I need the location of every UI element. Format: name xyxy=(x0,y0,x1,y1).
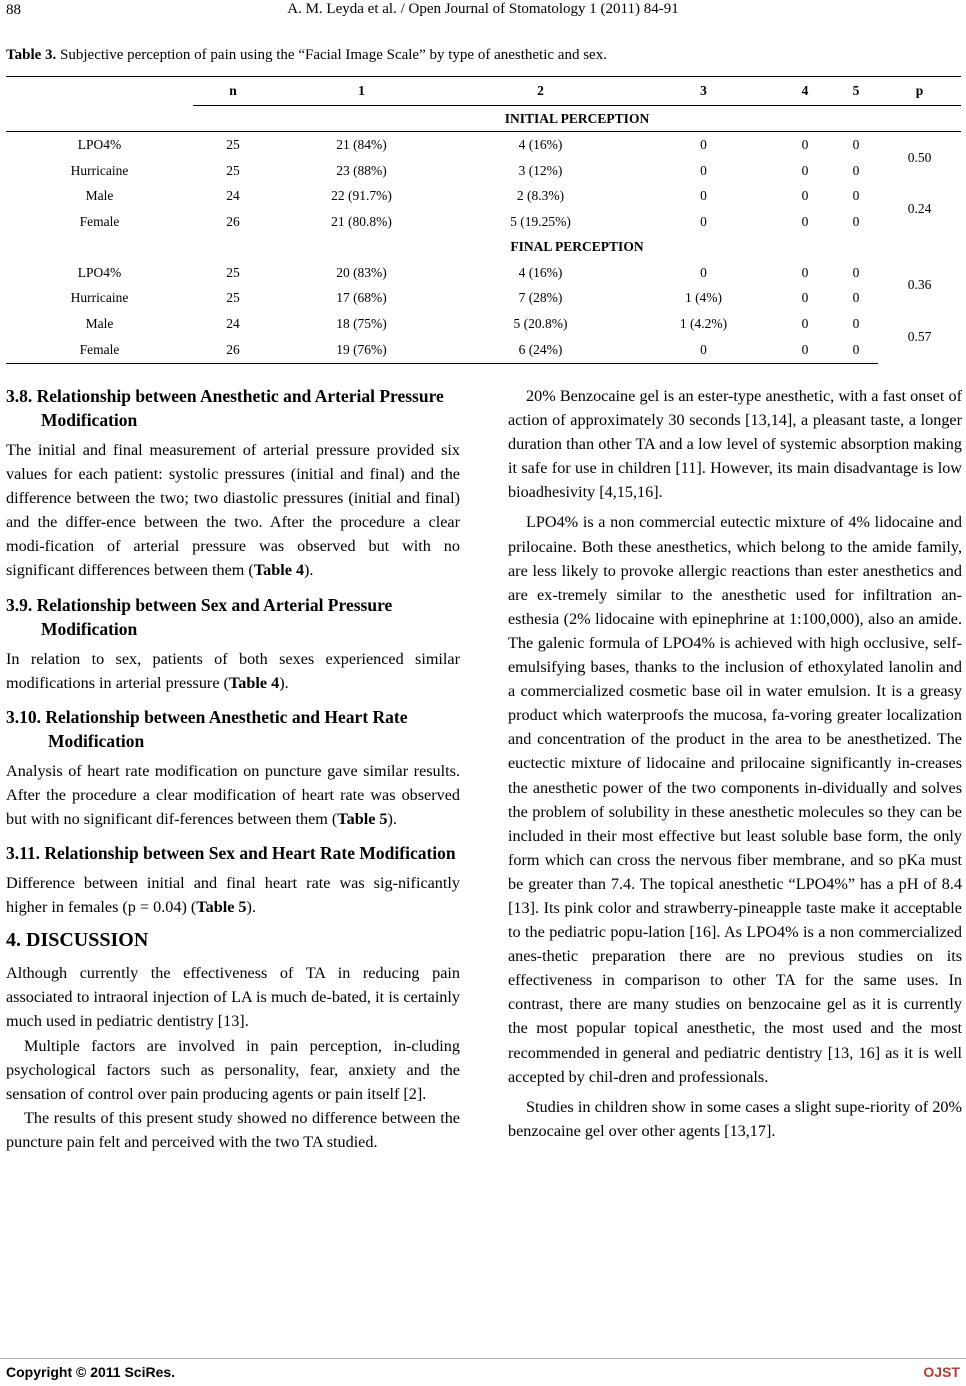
header-cell-2: 2 xyxy=(450,77,631,106)
section-3-8-text: The initial and final measurement of arterial pressure provided six values for each patient: systolic pressures (initial and final) and the difference between the two; two diastolic pressures (initial and final) and the differ-ence between the two. After the procedure a clear modi-fication of arterial pressure was observed but with no significant differences between them (Table 4). xyxy=(6,441,460,580)
discussion-paragraph-3: The results of this present study showed no difference between the puncture pain felt and perceived with the two TA studied. xyxy=(6,1108,460,1151)
header-cell-n: n xyxy=(193,77,273,106)
cell-3: 0 xyxy=(700,188,707,204)
cell-5: 0 xyxy=(852,162,860,178)
table-caption-text: Subjective perception of pain using the “Facial Image Scale” by type of anesthetic and sex. xyxy=(56,47,607,63)
section-3-9-text: In relation to sex, patients of both sexes experienced similar modifications in arterial pressure (Table 4). xyxy=(6,649,460,692)
table-row xyxy=(6,209,961,235)
header-cell-p: p xyxy=(878,77,961,106)
cell-4: 0 xyxy=(801,213,809,229)
section-3-8-title: 3.8. Relationship between Anesthetic and Arterial Pressure Modification xyxy=(6,386,444,430)
cell-3: 1 (4.2%) xyxy=(679,315,728,331)
section-3-10-text: Analysis of heart rate modification on puncture gave similar results. After the procedure a clear modification of heart rate was observed but with no significant dif-ferences between them (Table 5). xyxy=(6,761,460,828)
row-label: LPO4% xyxy=(77,136,122,152)
row-label: Hurricaine xyxy=(70,162,129,178)
row-label: Male xyxy=(85,315,114,331)
cell-4: 0 xyxy=(801,290,809,306)
table-row xyxy=(6,311,961,337)
row-label: Female xyxy=(79,213,120,229)
cell-4: 0 xyxy=(801,136,809,152)
cell-2: 5 (19.25%) xyxy=(510,213,571,229)
cell-3: 0 xyxy=(700,264,707,280)
cell-4: 0 xyxy=(801,188,809,204)
cell-5: 0 xyxy=(852,136,860,152)
header-cell-label xyxy=(6,77,193,106)
header-cell-4: 4 xyxy=(776,77,834,106)
cell-n: 26 xyxy=(193,337,273,363)
cell-5: 0 xyxy=(852,188,860,204)
table-5-reference: Table 5 xyxy=(337,809,388,828)
cell-3: 0 xyxy=(700,213,707,229)
cell-5: 0 xyxy=(852,264,860,280)
table-row xyxy=(6,285,961,311)
table-5-reference: Table 5 xyxy=(196,898,247,917)
table-row xyxy=(6,183,961,209)
cell-2: 6 (24%) xyxy=(450,337,631,363)
initial-perception-heading: INITIAL PERCEPTION xyxy=(193,106,961,132)
table-row xyxy=(6,260,961,286)
cell-p: 0.36 xyxy=(907,277,932,293)
cell-p: 0.24 xyxy=(907,201,932,217)
cell-1: 19 (76%) xyxy=(273,337,450,363)
page-number: 88 xyxy=(6,2,21,18)
table-row xyxy=(6,158,961,184)
cell-5: 0 xyxy=(852,290,860,306)
section-4-title: 4. DISCUSSION xyxy=(6,929,149,952)
cell-2: 3 (12%) xyxy=(518,162,563,178)
cell-p: 0.50 xyxy=(907,149,932,165)
benzocaine-paragraph: 20% Benzocaine gel is an ester-type anesthetic, with a fast onset of action of approximately 30 seconds [13,14], a pleasant taste, a longer duration than other TA and a low level of systemic absorption making it safe for use in children [11]. However, its main disadvantage is low bioadhesivity [4,15,16]. xyxy=(508,387,962,502)
cell-1: 23 (88%) xyxy=(336,162,387,178)
cell-3: 0 xyxy=(700,136,707,152)
table-caption-label: Table 3. xyxy=(6,47,57,63)
cell-4: 0 xyxy=(776,337,834,363)
footer-divider xyxy=(0,1358,966,1359)
cell-1: 20 (83%) xyxy=(336,264,387,280)
final-perception-heading: FINAL PERCEPTION xyxy=(510,239,644,255)
cell-2: 2 (8.3%) xyxy=(516,188,565,204)
cell-n: 25 xyxy=(226,290,240,306)
footer-journal: OJST xyxy=(923,1364,960,1380)
cell-p: 0.57 xyxy=(907,329,932,345)
cell-5: 0 xyxy=(834,337,878,363)
section-3-11-title: 3.11. Relationship between Sex and Heart Rate Modification xyxy=(6,843,456,864)
cell-n: 25 xyxy=(226,136,240,152)
cell-4: 0 xyxy=(801,264,809,280)
cell-5: 0 xyxy=(852,315,860,331)
cell-n: 25 xyxy=(226,264,240,280)
cell-1: 21 (84%) xyxy=(336,136,387,152)
cell-n: 24 xyxy=(226,315,240,331)
cell-3: 0 xyxy=(700,162,707,178)
row-label: Female xyxy=(6,337,193,363)
table-row xyxy=(6,337,961,363)
cell-3: 0 xyxy=(631,337,776,363)
cell-2: 7 (28%) xyxy=(518,290,563,306)
header-cell-5: 5 xyxy=(834,77,878,106)
cell-2: 4 (16%) xyxy=(518,136,563,152)
cell-1: 17 (68%) xyxy=(336,290,387,306)
cell-5: 0 xyxy=(852,213,860,229)
table-row xyxy=(6,132,961,158)
discussion-paragraph-2: Multiple factors are involved in pain perception, in-cluding psychological factors such as personality, fear, anxiety and the sensation of control over pain producing agents or pain itself [2]. xyxy=(6,1036,460,1103)
header-cell-1: 1 xyxy=(273,77,450,106)
left-column xyxy=(6,384,460,1154)
section-3-9-title: 3.9. Relationship between Sex and Arterial Pressure Modification xyxy=(6,594,393,639)
cell-3: 1 (4%) xyxy=(684,290,723,306)
table-4-reference: Table 4 xyxy=(253,561,305,580)
cell-1: 18 (75%) xyxy=(336,315,387,331)
header-cell-3: 3 xyxy=(631,77,776,106)
cell-1: 22 (91.7%) xyxy=(331,188,392,204)
table-3 xyxy=(6,76,961,364)
section-3-10-title: 3.10. Relationship between Anesthetic and Heart Rate Modification xyxy=(6,706,408,751)
cell-1: 21 (80.8%) xyxy=(331,213,392,229)
cell-2: 4 (16%) xyxy=(518,264,563,280)
section-3-11-text: Difference between initial and final heart rate was sig-nificantly higher in females (p = 0.04) (Table 5). xyxy=(6,874,460,917)
discussion-paragraph-1: Although currently the effectiveness of TA in reducing pain associated to intraoral injection of LA is much de-bated, it is certainly much used in pediatric dentistry [13]. xyxy=(6,964,460,1031)
cell-4: 0 xyxy=(801,162,809,178)
row-label: Hurricaine xyxy=(70,290,129,306)
cell-2: 5 (20.8%) xyxy=(513,315,568,331)
running-head: A. M. Leyda et al. / Open Journal of Stomatology 1 (2011) 84-91 xyxy=(287,1,679,17)
cell-4: 0 xyxy=(801,315,809,331)
row-label: LPO4% xyxy=(77,264,122,280)
lpo4-paragraph: LPO4% is a non commercial eutectic mixture of 4% lidocaine and prilocaine. Both these anesthetics, which belong to the amide family, are less likely to provoke allergic reactions than ester anesthetics and are ex-tremely similar to the anesthetic used for infiltration an-esthesia (2% lidocaine with epinephrine at 1:100,000), also an amide. The galenic formula of LPO4% is achieved with high occlusive, self-emulsifying bases, thanks to the inclusion of ethoxylated lanolin and a commercialized cosmetic base oil in water emulsion. It is a greasy product which waterproofs the mucosa, fa-voring greater localization and concentration of the product in the area to be anesthetized. The euctectic mixture of lidocaine and prilocaine significantly in-creases the anesthetic power of the two components in-dividually and solves the problem of solubility in these anesthetic molecules so they can be included in their most effective but least soluble base form, the only form which can cross the nervous fiber membrane, and so pKa must be greater than 7.4. The topical anesthetic “LPO4%” has a pH of 8.4 [13]. Its pink color and strawberry-pineapple taste make it acceptable to the pediatric popu-lation [16]. As LPO4% is a non commercialized anes-thetic preparation there are no previous studies on its effectiveness in comparison to other TA for the same uses. In contrast, there are many studies on benzocaine gel as it is currently the most popular topical anesthetic, the most used and the most recommended in general and pediatric dentistry [13, 16] as it is well accepted by chil-dren and professionals. xyxy=(508,513,962,1086)
row-label: Male xyxy=(85,188,114,204)
table-caption xyxy=(6,47,607,64)
cell-n: 24 xyxy=(226,188,240,204)
footer-copyright: Copyright © 2011 SciRes. xyxy=(6,1364,176,1380)
right-column xyxy=(508,384,962,1143)
table-4-reference: Table 4 xyxy=(228,673,280,692)
studies-paragraph: Studies in children show in some cases a slight supe-riority of 20% benzocaine gel over other agents [13,17]. xyxy=(508,1097,962,1140)
cell-n: 26 xyxy=(226,213,240,229)
cell-n: 25 xyxy=(226,162,240,178)
